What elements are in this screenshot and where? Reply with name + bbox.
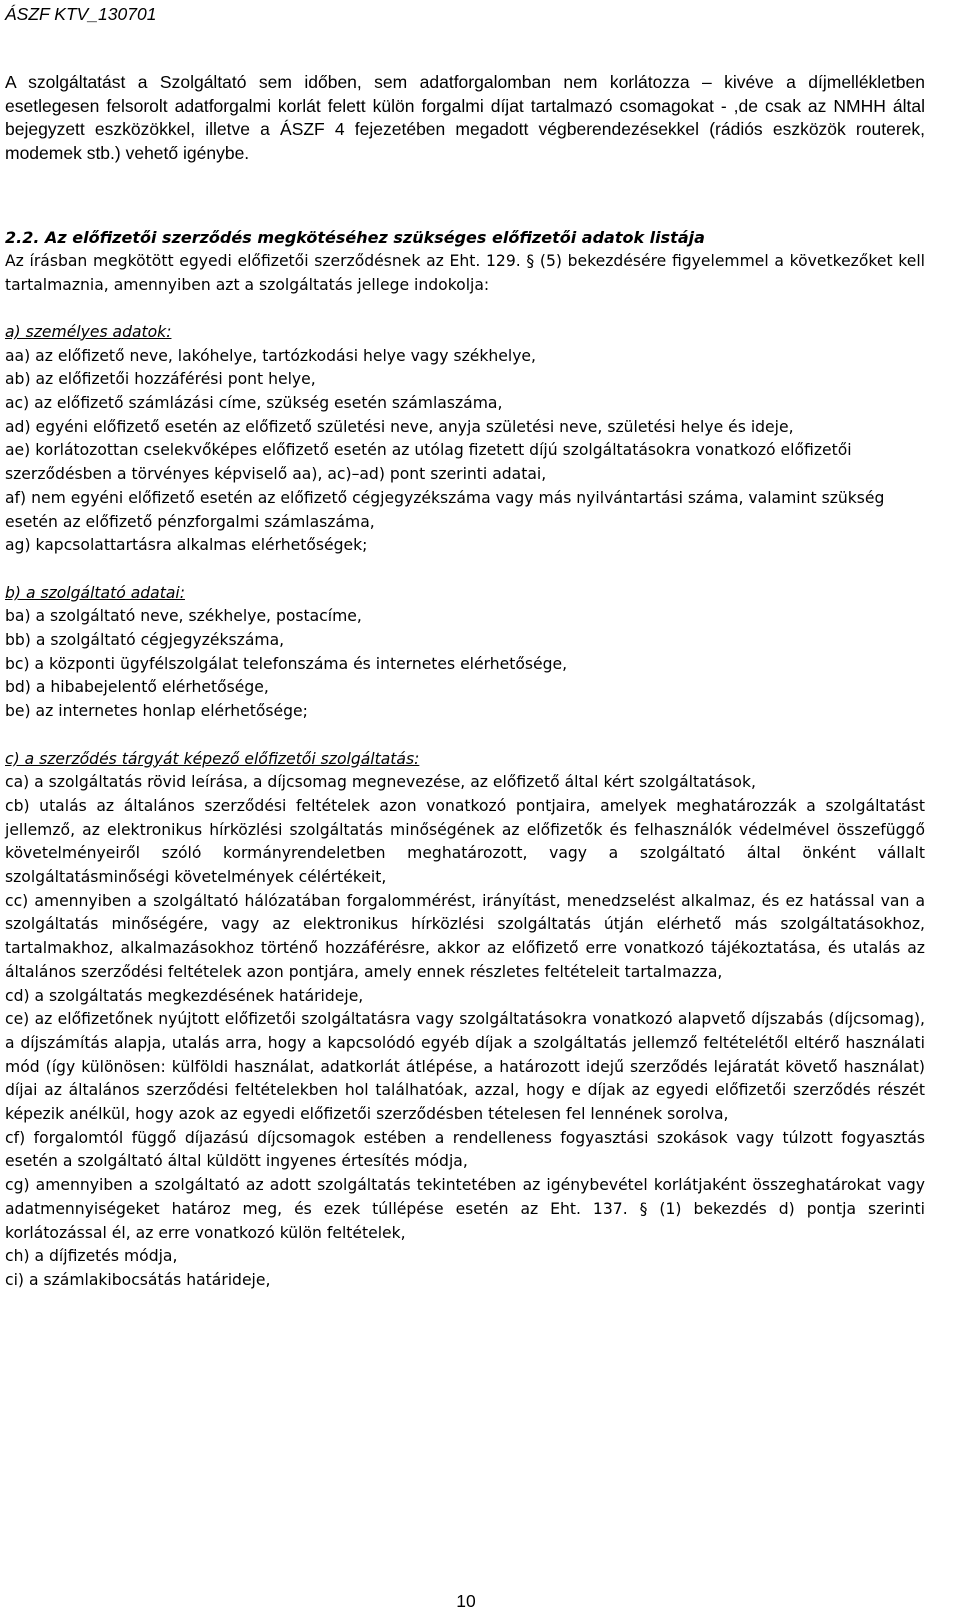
list-item: be) az internetes honlap elérhetősége; [5, 702, 308, 721]
list-item: ad) egyéni előfizető esetén az előfizető születési neve, anyja születési neve, születési helye és ideje, [5, 417, 794, 436]
personal-data-group [5, 321, 925, 558]
list-item: ae) korlátozottan cselekvőképes előfizető esetén az utólag fizetett díjú szolgáltatásokra vonatkozó előfizetői [5, 441, 852, 460]
list-item: ca) a szolgáltatás rövid leírása, a díjcsomag megnevezése, az előfizető által kért szolgáltatások, [5, 773, 756, 792]
intro-paragraph: A szolgáltatást a Szolgáltató sem időben, sem adatforgalomban nem korlátozza – kivéve a díjmellékletben esetlegesen felsorolt adatforgalmi korlát felett külön forgalmi díjat tartalmazó csomagokat - ,de csak az NMHH által bejegyzett eszközökkel, illetve a ÁSZF 4 fejezetében megadott végberendezésekkel (rádiós eszközök routerek, modemek stb.) vehető igénybe. [5, 72, 925, 164]
list-item: esetén az előfizető pénzforgalmi számlaszáma, [5, 512, 375, 531]
list-item: af) nem egyéni előfizető esetén az előfizető cégjegyzékszáma vagy más nyilvántartási száma, valamint szükség [5, 488, 885, 507]
group-b-title: b) a szolgáltató adatai: [5, 583, 185, 602]
list-item: cg) amennyiben a szolgáltató az adott szolgáltatás tekintetében az igénybevétel korlátjaként összeghatárokat vagy adatmennyiségeket határoz meg, és ezek túllépése esetén az Eht. 137. § (1) bekezdés d) pontja szerinti korlátozással él, az erre vonatkozó külön feltételek, [5, 1176, 925, 1242]
provider-data-group [5, 582, 925, 724]
list-item: ch) a díjfizetés módja, [5, 1247, 178, 1266]
page-number: 10 [456, 1591, 476, 1611]
list-item: ag) kapcsolattartásra alkalmas elérhetőségek; [5, 536, 368, 555]
list-item: bc) a központi ügyfélszolgálat telefonszáma és internetes elérhetősége, [5, 654, 568, 673]
list-item: cd) a szolgáltatás megkezdésének határideje, [5, 986, 364, 1005]
list-item: aa) az előfizető neve, lakóhelye, tartózkodási helye vagy székhelye, [5, 346, 536, 365]
list-item: cc) amennyiben a szolgáltató hálózatában forgalommérést, irányítást, menedzselést alkalmaz, és ez hatással van a szolgáltatás minőségére, vagy az elektronikus hírközlési szolgáltatás útján elérhető más szolgáltatásokhoz, tartalmakhoz, alkalmazásokhoz történő hozzáférésre, akkor az előfizető erre vonatkozó tájékoztatása, és utalás az általános szerződési feltételek azon pontjára, amely ennek részletes feltételeit tartalmazza, [5, 891, 925, 981]
list-item: szerződésben a törvényes képviselő aa), ac)–ad) pont szerinti adatai, [5, 465, 547, 484]
list-item: ci) a számlakibocsátás határideje, [5, 1271, 271, 1289]
section-lead: Az írásban megkötött egyedi előfizetői szerződésnek az Eht. 129. § (5) bekezdésére figyelemmel a következőket kell tartalmaznia, amennyiben azt a szolgáltatás jellege indokolja: [5, 251, 925, 294]
page-content [5, 71, 925, 1293]
service-data-group [5, 748, 925, 1293]
list-item: ac) az előfizető számlázási címe, szükség esetén számlaszáma, [5, 394, 503, 413]
group-a-title: a) személyes adatok: [5, 322, 172, 341]
list-item: cf) forgalomtól függő díjazású díjcsomagok estében a rendelleness fogyasztási szokások vagy túlzott fogyasztás esetén a szolgáltató által küldött ingyenes értesítés módja, [5, 1128, 925, 1171]
list-item: ab) az előfizetői hozzáférési pont helye, [5, 370, 316, 389]
section-title: 2.2. Az előfizetői szerződés megkötéséhez szükséges előfizetői adatok listája [5, 227, 705, 247]
group-c-title: c) a szerződés tárgyát képező előfizetői szolgáltatás: [5, 749, 420, 768]
list-item: bd) a hibabejelentő elérhetősége, [5, 678, 269, 697]
list-item: bb) a szolgáltató cégjegyzékszáma, [5, 631, 285, 650]
document-header: ÁSZF KTV_130701 [5, 4, 157, 24]
list-item: cb) utalás az általános szerződési feltételek azon vonatkozó pontjaira, amelyek meghatározzák a szolgáltatást jellemző, az elektronikus hírközlési szolgáltatás minőségének az előfizetők és felhasználók védelmével összefüggő követelményeiről szóló kormányrendeletben meghatározott, vagy a szolgáltató által önként vállalt szolgáltatásminőségi követelmények célértékeit, [5, 796, 925, 887]
list-item: ba) a szolgáltató neve, székhelye, postacíme, [5, 607, 362, 626]
list-item: ce) az előfizetőnek nyújtott előfizetői szolgáltatásra vagy szolgáltatásokra vonatkozó alapvető díjszabás (díjcsomag), a díjszámítás alapja, utalás arra, hogy a kapcsolódó egyéb díjak a szolgáltatás jellemző feltételétől eltérő használati mód (így különösen: külföldi használat, adatkorlát átlépése, a határozott idejű szerződés lejáratát követő használat) díjai az általános szerződési feltételekben hol találhatóak, azzal, hogy e díjak az egyedi előfizetői szerződés részét képezik anélkül, hogy azok az egyedi előfizetői szerződésben tételesen fel lennének sorolva, [5, 1010, 925, 1124]
